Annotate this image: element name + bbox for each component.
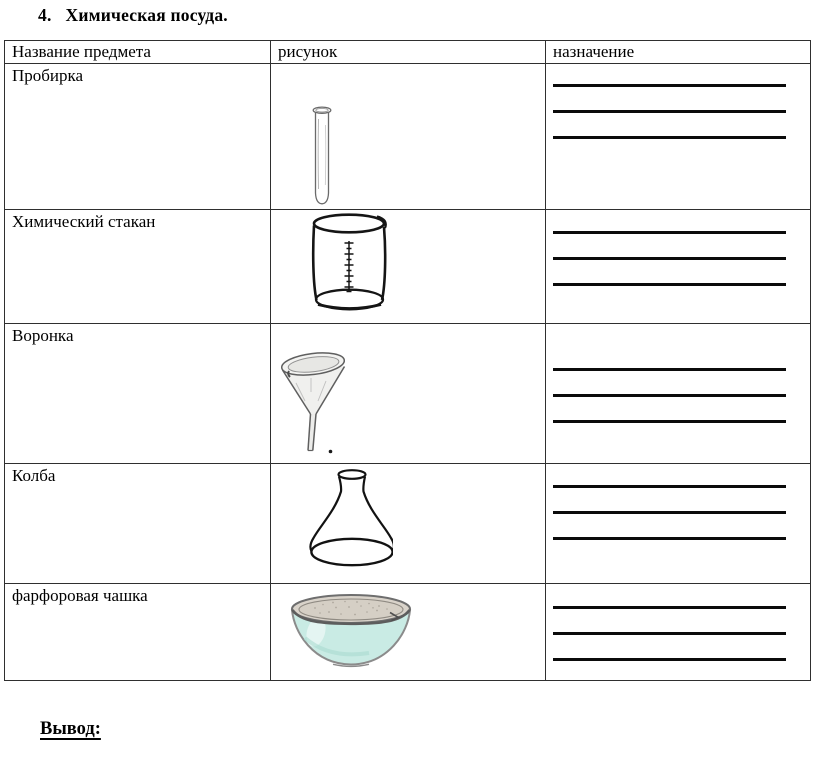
page-title	[38, 5, 228, 26]
header-cell-purpose: назначение	[546, 41, 810, 64]
row-name-funnel: Воронка	[5, 324, 271, 464]
drawing-cell	[271, 464, 546, 584]
glassware-table	[4, 40, 811, 681]
answer-line	[553, 110, 786, 113]
title-text: Химическая посуда.	[65, 5, 228, 25]
porcelain-dish-drawing	[289, 592, 413, 672]
answer-line	[553, 136, 786, 139]
drawing-cell	[271, 584, 546, 680]
header-cell-name: Название предмета	[5, 41, 271, 64]
answer-line	[553, 368, 786, 371]
erlenmeyer-flask-drawing	[305, 468, 393, 570]
answer-line	[553, 231, 786, 234]
row-name-porcelain-dish: фарфоровая чашка	[5, 584, 271, 680]
purpose-cell	[546, 324, 810, 464]
purpose-cell	[546, 464, 810, 584]
answer-line	[553, 257, 786, 260]
purpose-cell	[546, 584, 810, 680]
answer-line	[553, 606, 786, 609]
answer-line	[553, 658, 786, 661]
title-number: 4.	[38, 5, 52, 25]
drawing-cell	[271, 64, 546, 210]
conclusion-label: Вывод:	[40, 719, 101, 739]
test-tube-drawing	[307, 105, 337, 209]
drawing-cell	[271, 210, 546, 324]
drawing-cell	[271, 324, 546, 464]
row-name-flask: Колба	[5, 464, 271, 584]
beaker-drawing	[309, 212, 391, 318]
funnel-drawing	[278, 351, 350, 459]
answer-line	[553, 394, 786, 397]
purpose-cell	[546, 210, 810, 324]
purpose-cell	[546, 64, 810, 210]
header-cell-drawing: рисунок	[271, 41, 546, 64]
answer-line	[553, 420, 786, 423]
answer-line	[553, 511, 786, 514]
answer-line	[553, 537, 786, 540]
answer-line	[553, 632, 786, 635]
row-name-test-tube: Пробирка	[5, 64, 271, 210]
row-name-beaker: Химический стакан	[5, 210, 271, 324]
answer-line	[553, 485, 786, 488]
answer-line	[553, 84, 786, 87]
answer-line	[553, 283, 786, 286]
